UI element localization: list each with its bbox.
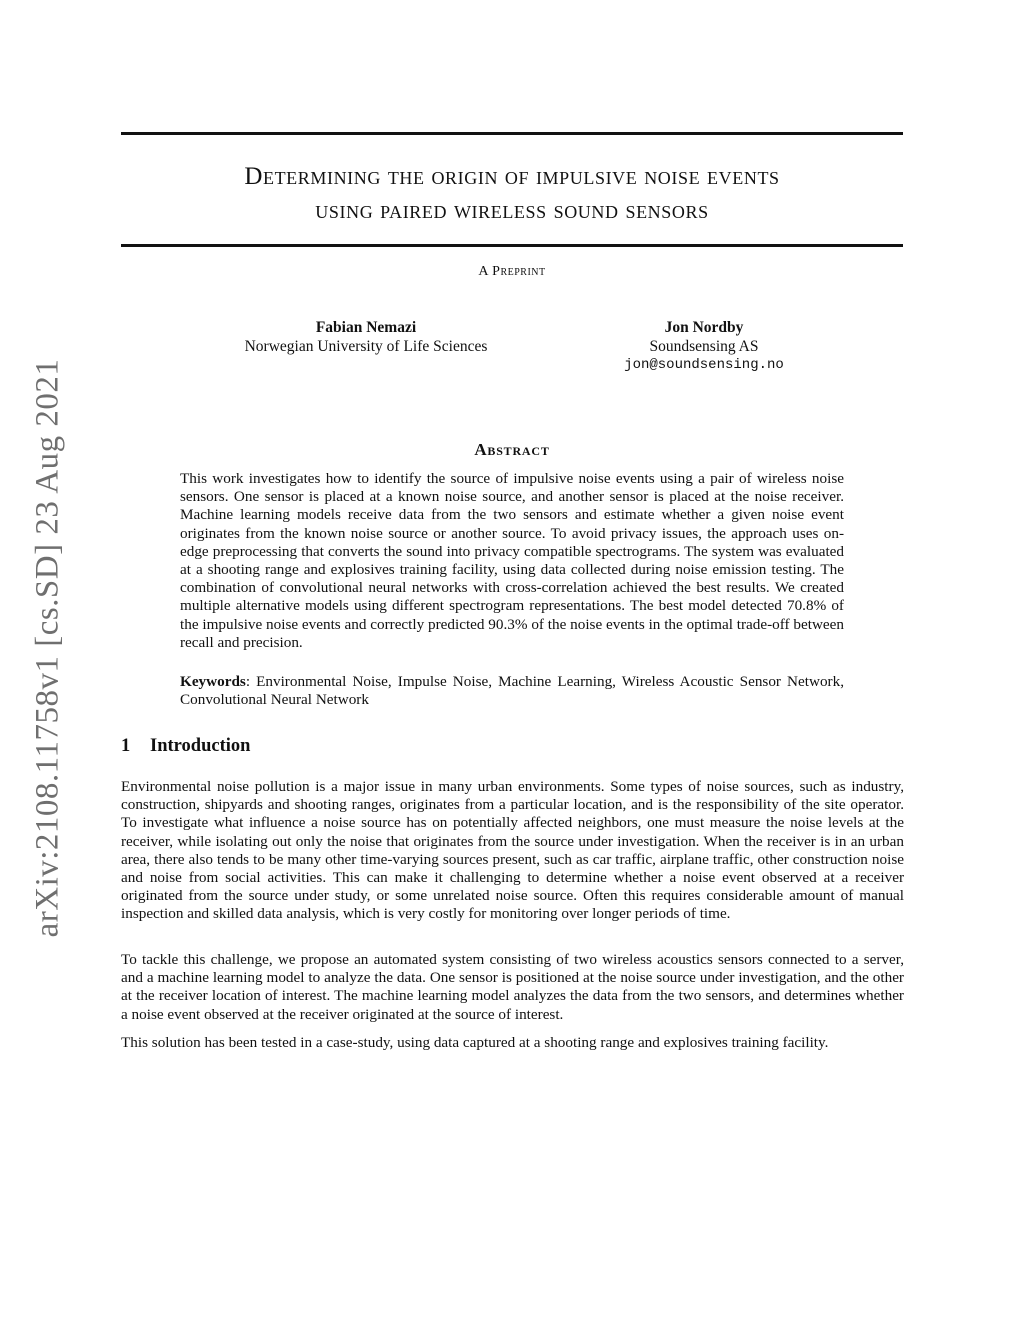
author-affiliation: Norwegian University of Life Sciences (244, 338, 488, 355)
keywords (180, 673, 844, 709)
author-email: jon@soundsensing.no (624, 357, 784, 373)
arxiv-identifier-stamp: arXiv:2108.11758v1 [cs.SD] 23 Aug 2021 (29, 358, 66, 938)
paper-title (121, 160, 903, 228)
section-number: 1 (121, 736, 131, 756)
section-heading-introduction (121, 736, 250, 757)
author-name: Jon Nordby (664, 319, 744, 336)
title-top-rule (121, 132, 903, 135)
author-name: Fabian Nemazi (315, 319, 417, 336)
paper-title-line-2: using paired wireless sound sensors (315, 197, 709, 224)
title-bottom-rule (121, 244, 903, 247)
abstract-heading: Abstract (474, 440, 550, 459)
intro-paragraph-1: Environmental noise pollution is a major issue in many urban environments. Some types of noise sources, such as industry, construction, shipyards and shooting ranges, originates from a particular location, and is the responsibility of the site operator. To investigate what influence a noise source has on potentially affected neighbors, one must measure the noise levels at the receiver, while isolating out only the noise that originates from the source under investigation. When the receiver is in an urban area, there also tends to be many other time-varying sources present, such as car traffic, airplane traffic, other construction noise and noise from social activities. This can make it challenging to determine whether a noise event observed at a receiver originated from the source under study, or some unrelated noise source. Often this requires considerable amount of manual inspection and skilled data analysis, which is very costly for monitoring over longer periods of time. (121, 778, 904, 923)
keywords-label: Keywords (180, 673, 246, 690)
intro-paragraph-3: This solution has been tested in a case-study, using data captured at a shooting range and explosives training facility. (121, 1034, 829, 1051)
author-block-1 (216, 318, 516, 356)
keywords-text: : Environmental Noise, Impulse Noise, Machine Learning, Wireless Acoustic Sensor Network, Convolutional Neural Network (180, 673, 844, 709)
author-affiliation: Soundsensing AS (649, 338, 759, 355)
intro-paragraph-2: To tackle this challenge, we propose an automated system consisting of two wireless acoustics sensors connected to a server, and a machine learning model to analyze the data. One sensor is positioned at the noise source under investigation, and the other at the receiver location of interest. The machine learning model analyzes the data from the two sensors, and determines whether a noise event observed at the receiver originated at the source of interest. (121, 951, 904, 1023)
abstract-body: This work investigates how to identify the source of impulsive noise events using a pair of wireless noise sensors. One sensor is placed at a known noise source, and another sensor is placed at the noise receiver. Machine learning models receive data from the two sensors and estimate whether a given noise event originates from the known noise source or another source. To avoid privacy issues, the approach uses on-edge preprocessing that converts the sound into privacy compatible spectrograms. The system was evaluated at a shooting range and explosives training facility, using data collected during noise emission testing. The combination of convolutional neural networks with cross-correlation achieved the best results. We created multiple alternative models using different spectrogram representations. The best model detected 70.8% of the impulsive noise events and correctly predicted 90.3% of the noise events in the optimal trade-off between recall and precision. (180, 470, 844, 651)
paper-title-line-1: Determining the origin of impulsive noise events (244, 163, 780, 190)
section-title: Introduction (150, 736, 251, 756)
author-block-2 (584, 318, 824, 375)
preprint-label: A Preprint (478, 264, 546, 279)
